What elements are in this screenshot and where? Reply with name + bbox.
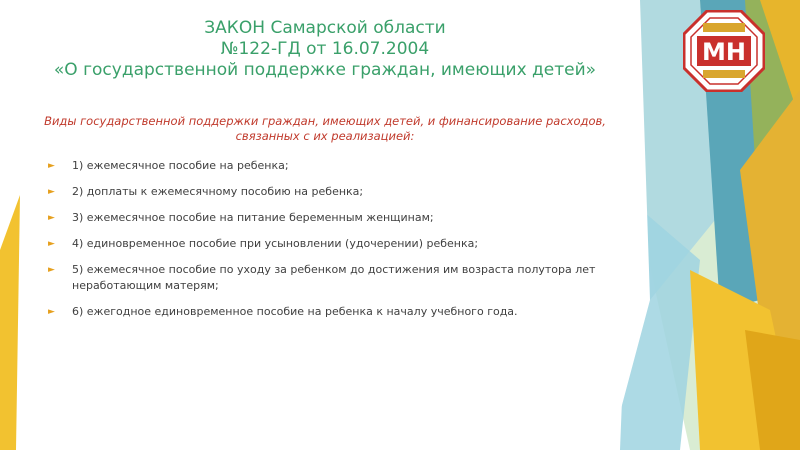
arrow-bullet-icon: ► (48, 187, 55, 197)
arrow-bullet-icon: ► (48, 239, 55, 249)
arrow-bullet-icon: ► (48, 213, 55, 223)
slide-title (40, 18, 610, 81)
list-item-text: 1) ежемесячное пособие на ребенка; (72, 159, 289, 172)
list-item (48, 304, 608, 320)
title-line: «О государственной поддержке граждан, имеющих детей» (53, 60, 597, 80)
left-gold-strip (0, 195, 20, 450)
list-item-text: 2) доплаты к ежемесячному пособию на ребенка; (72, 185, 364, 198)
title-line: ЗАКОН Самарской области (204, 18, 446, 38)
list-item (48, 184, 608, 200)
arrow-bullet-icon: ► (48, 307, 55, 317)
title-line: №122-ГД от 16.07.2004 (220, 39, 430, 59)
arrow-bullet-icon: ► (48, 161, 55, 171)
logo-top-band (703, 23, 745, 32)
mn-logo (683, 10, 765, 92)
list-item-text: 4) единовременное пособие при усыновлении (удочерении) ребенка; (72, 237, 479, 250)
arrow-bullet-icon: ► (48, 265, 55, 275)
list-item (48, 262, 608, 294)
list-item (48, 236, 608, 252)
support-types-list (48, 158, 608, 330)
list-item (48, 158, 608, 174)
logo-bottom-band (703, 70, 745, 78)
list-item-text: 5) ежемесячное пособие по уходу за ребенком до достижения им возраста полутора лет неработающим матерям; (72, 263, 596, 292)
list-item-text: 6) ежегодное единовременное пособие на ребенка к началу учебного года. (72, 305, 518, 318)
list-item-text: 3) ежемесячное пособие на питание беременным женщинам; (72, 211, 434, 224)
slide-subtitle: Виды государственной поддержки граждан, имеющих детей, и финансирование расходов, связанных с их реализацией: (44, 114, 606, 143)
list-item (48, 210, 608, 226)
logo-letters: МН (702, 38, 746, 66)
